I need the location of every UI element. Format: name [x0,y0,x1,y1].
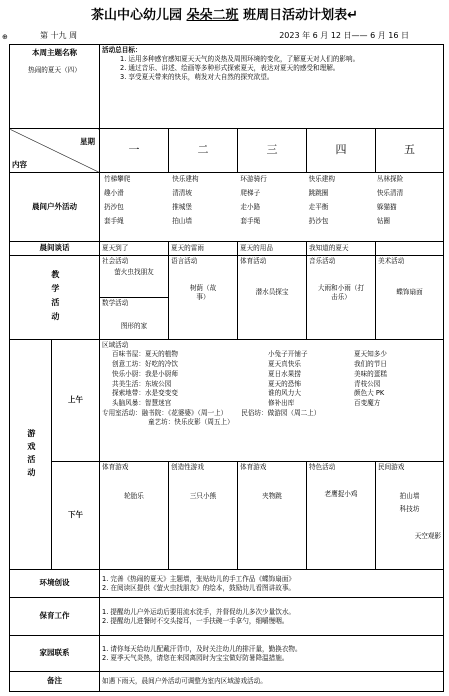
afternoon-content: 轮胎乐 [124,491,144,500]
family-cell [100,636,444,672]
outdoor-item: 趣小滑 [104,188,124,197]
notes-label: 备注 [10,672,100,692]
afternoon-cell [169,462,238,570]
talk-item: 夏天的用品 [238,242,307,256]
outdoor-item: 爬梯子 [240,188,261,197]
content-label: 内容 [12,159,27,169]
music-label: 音乐活动 [309,257,336,265]
family-row [10,636,444,672]
outdoor-item: 跳跳圈 [308,188,329,197]
afternoon-cell [307,462,376,570]
afternoon-label-item: 体育游戏 [240,463,267,471]
care-item: 1. 提醒幼儿户外运动后要用流水洗手，并督促幼儿多次少量饮水。 [102,607,296,616]
afternoon-content: 三只小熊 [189,491,217,500]
environment-label: 环境创设 [10,570,100,598]
game-afternoon-row [10,462,444,570]
goals-cell [100,45,444,129]
outdoor-item: 走小路 [240,202,261,211]
afternoon-content: 拍山墙 [399,491,420,500]
outdoor-item: 套手绳 [240,216,261,225]
outdoor-item: 丛林探险 [376,175,404,183]
theme-cell [10,45,100,129]
plan-table [9,44,444,692]
morning-talk-row [10,242,444,256]
area-item: 谁的风力大 [268,389,301,398]
page-title: 茶山中心幼儿园 朵朵二班 班周日活动计划表↵ [91,8,358,23]
theme-row [10,45,444,129]
area-item: 夏天真快乐 [268,359,301,368]
area-item: 百变魔方 [354,399,381,408]
teaching-label: 教学活动 [10,256,100,340]
class-name: 朵朵二班 [186,8,239,23]
environment-item: 1. 完善《热闹的夏天》主题墙，张贴幼儿的手工作品《蝶饰扇面》 [102,574,296,583]
outdoor-label: 晨间户外活动 [10,173,100,242]
area-item: 快乐小厨：我是小厨师 [112,369,178,378]
afternoon-label-item: 创造性游戏 [171,463,204,471]
language-cell [169,256,238,340]
notes-content: 如遇下雨天，晨间户外活动可调整为室内区域游戏活动。 [100,672,444,692]
area-cell [100,340,444,462]
weekday-label: 星期 [80,137,95,146]
care-label: 保育工作 [10,598,100,636]
area-item: 修补出库 [268,399,295,408]
outdoor-item: 快乐清清 [376,188,404,197]
language-label: 语言活动 [171,257,198,265]
area-item: 创意工坊：好吃的冷饮 [112,359,178,368]
goal-item: 3. 享受夏天带来的快乐，萌发对大自然的探究欲望。 [120,72,274,81]
outdoor-item: 扔沙包 [308,216,329,225]
days-header-row [10,129,444,173]
family-item: 1. 请你每天给幼儿配戴汗背巾，及时关注幼儿的排汗量，勤换衣物。 [102,644,302,653]
care-row [10,598,444,636]
outdoor-item: 套手绳 [104,216,124,225]
area-label: 区域活动 [102,341,129,349]
outdoor-item: 扔沙包 [104,202,124,211]
day-friday: 五 [376,129,444,173]
afternoon-extra: 天空观影 [414,531,442,540]
outdoor-item: 推城堡 [172,202,192,211]
music-cell [307,256,376,340]
outdoor-item: 拍山墙 [172,216,192,225]
sports-content: 潜水员探宝 [255,287,289,296]
afternoon-label-item: 特色活动 [309,463,336,471]
family-label: 家园联系 [10,636,100,672]
area-item: 共美生活：东坡公园 [112,379,172,388]
area-item: 夏日水果捞 [268,369,301,378]
theme-label: 本周主题名称 [32,48,77,57]
outdoor-cell [100,173,444,242]
outdoor-item: 环游骑行 [240,175,267,183]
math-label: 数学活动 [102,299,129,307]
area-item: 探索地带：水是变变变 [112,389,178,398]
area-item: 我们的节日 [354,359,387,368]
care-cell [100,598,444,636]
afternoon-label-item: 体育游戏 [102,463,129,471]
afternoon-label: 下午 [52,462,100,570]
day-tuesday: 二 [169,129,238,173]
area-item: 颜色大 PK [354,389,385,398]
game-label: 游戏活动 [10,340,52,570]
morning-label: 上午 [52,340,100,462]
area-item: 夏天知多少 [354,349,387,358]
talk-item: 我知道的夏天 [307,242,376,256]
sports-label: 体育活动 [240,257,267,265]
day-thursday: 四 [307,129,376,173]
art-cell [376,256,444,340]
goal-item: 1. 运用多种感官感知夏天天气的炎热及周围环境的变化，了解夏天对人们的影响。 [120,54,360,63]
area-item: 青枝公园 [354,379,381,388]
date-range: 2023 年 6 月 12 日—— 6 月 16 日 [279,31,409,40]
outdoor-item: 走平衡 [308,202,329,211]
environment-item: 2. 在阅读区提供《萤火虫找朋友》的绘本，鼓励幼儿看图讲故事。 [102,583,296,592]
math-content: 图形的家 [120,321,148,330]
art-label: 美术活动 [378,257,405,265]
goals-label: 活动总目标： [102,46,142,54]
art-content: 蝶饰扇面 [396,287,423,296]
goal-item: 2. 通过音乐、讲述、绘画等多种形式探索夏天，表达对夏天的感受和理解。 [120,63,340,72]
afternoon-content: 老鹰捉小鸡 [324,489,358,498]
afternoon-cell [238,462,307,570]
day-wednesday: 三 [238,129,307,173]
outdoor-item: 快乐建构 [308,175,335,183]
environment-cell [100,570,444,598]
teaching-row [10,256,444,340]
meta-row [40,30,409,41]
afternoon-label-item: 民间游戏 [378,463,405,471]
family-item: 2. 夏季天气炎热，请您在来园离园时为宝宝做好防暑降温措施。 [102,653,289,662]
special-room-2: 民俗坊：做游园（周二上） [241,409,321,418]
outdoor-item: 竹梯攀爬 [104,175,131,183]
outdoor-item: 躲猫猫 [376,202,397,211]
talk-item: 夏天的雷雨 [169,242,238,256]
social-math-cell [100,256,169,340]
outdoor-item: 钻圈 [376,216,391,225]
area-item: 头脑风暴：智慧迷宫 [112,399,172,408]
social-content: 萤火虫找朋友 [114,267,154,276]
social-label: 社会活动 [102,257,129,265]
afternoon-content: 夹物跳 [262,491,282,500]
afternoon-extra: 科技坊 [399,504,420,513]
diagonal-header [10,129,100,173]
special-room-1: 专用室活动：融书院：《花婆婆》（周一上） [102,409,228,418]
care-item: 2. 提醒幼儿进餐时不交头接耳，一手扶碗一手拿勺，细嚼慢咽。 [102,616,289,625]
morning-talk-label: 晨间谈话 [10,242,100,256]
language-content: 树荫（故事） [189,283,217,301]
afternoon-cell [376,462,444,570]
environment-row [10,570,444,598]
area-item: 美味的蛋糕 [354,369,387,378]
area-item: 百味书屋：夏天的植物 [112,349,178,358]
outdoor-row [10,173,444,242]
outdoor-item: 快乐建构 [172,175,199,183]
game-morning-row [10,340,444,462]
day-monday: 一 [100,129,169,173]
talk-item [376,242,444,256]
theme-name: 热闹的夏天（四） [28,66,81,75]
music-content: 大雨和小雨（打击乐） [317,283,365,301]
notes-row [10,672,444,692]
page-corner-mark: ⊕ [2,33,8,41]
talk-item: 夏天到了 [100,242,169,256]
area-item: 小兔子开铺子 [268,349,308,358]
area-item: 夏天的恐怖 [268,379,301,388]
week-label: 第 十九 周 [40,31,78,40]
outdoor-item: 清清坡 [172,188,192,197]
special-room-3: 童艺坊：快乐皮影（周五上） [148,418,234,427]
afternoon-cell [100,462,169,570]
sports-cell [238,256,307,340]
